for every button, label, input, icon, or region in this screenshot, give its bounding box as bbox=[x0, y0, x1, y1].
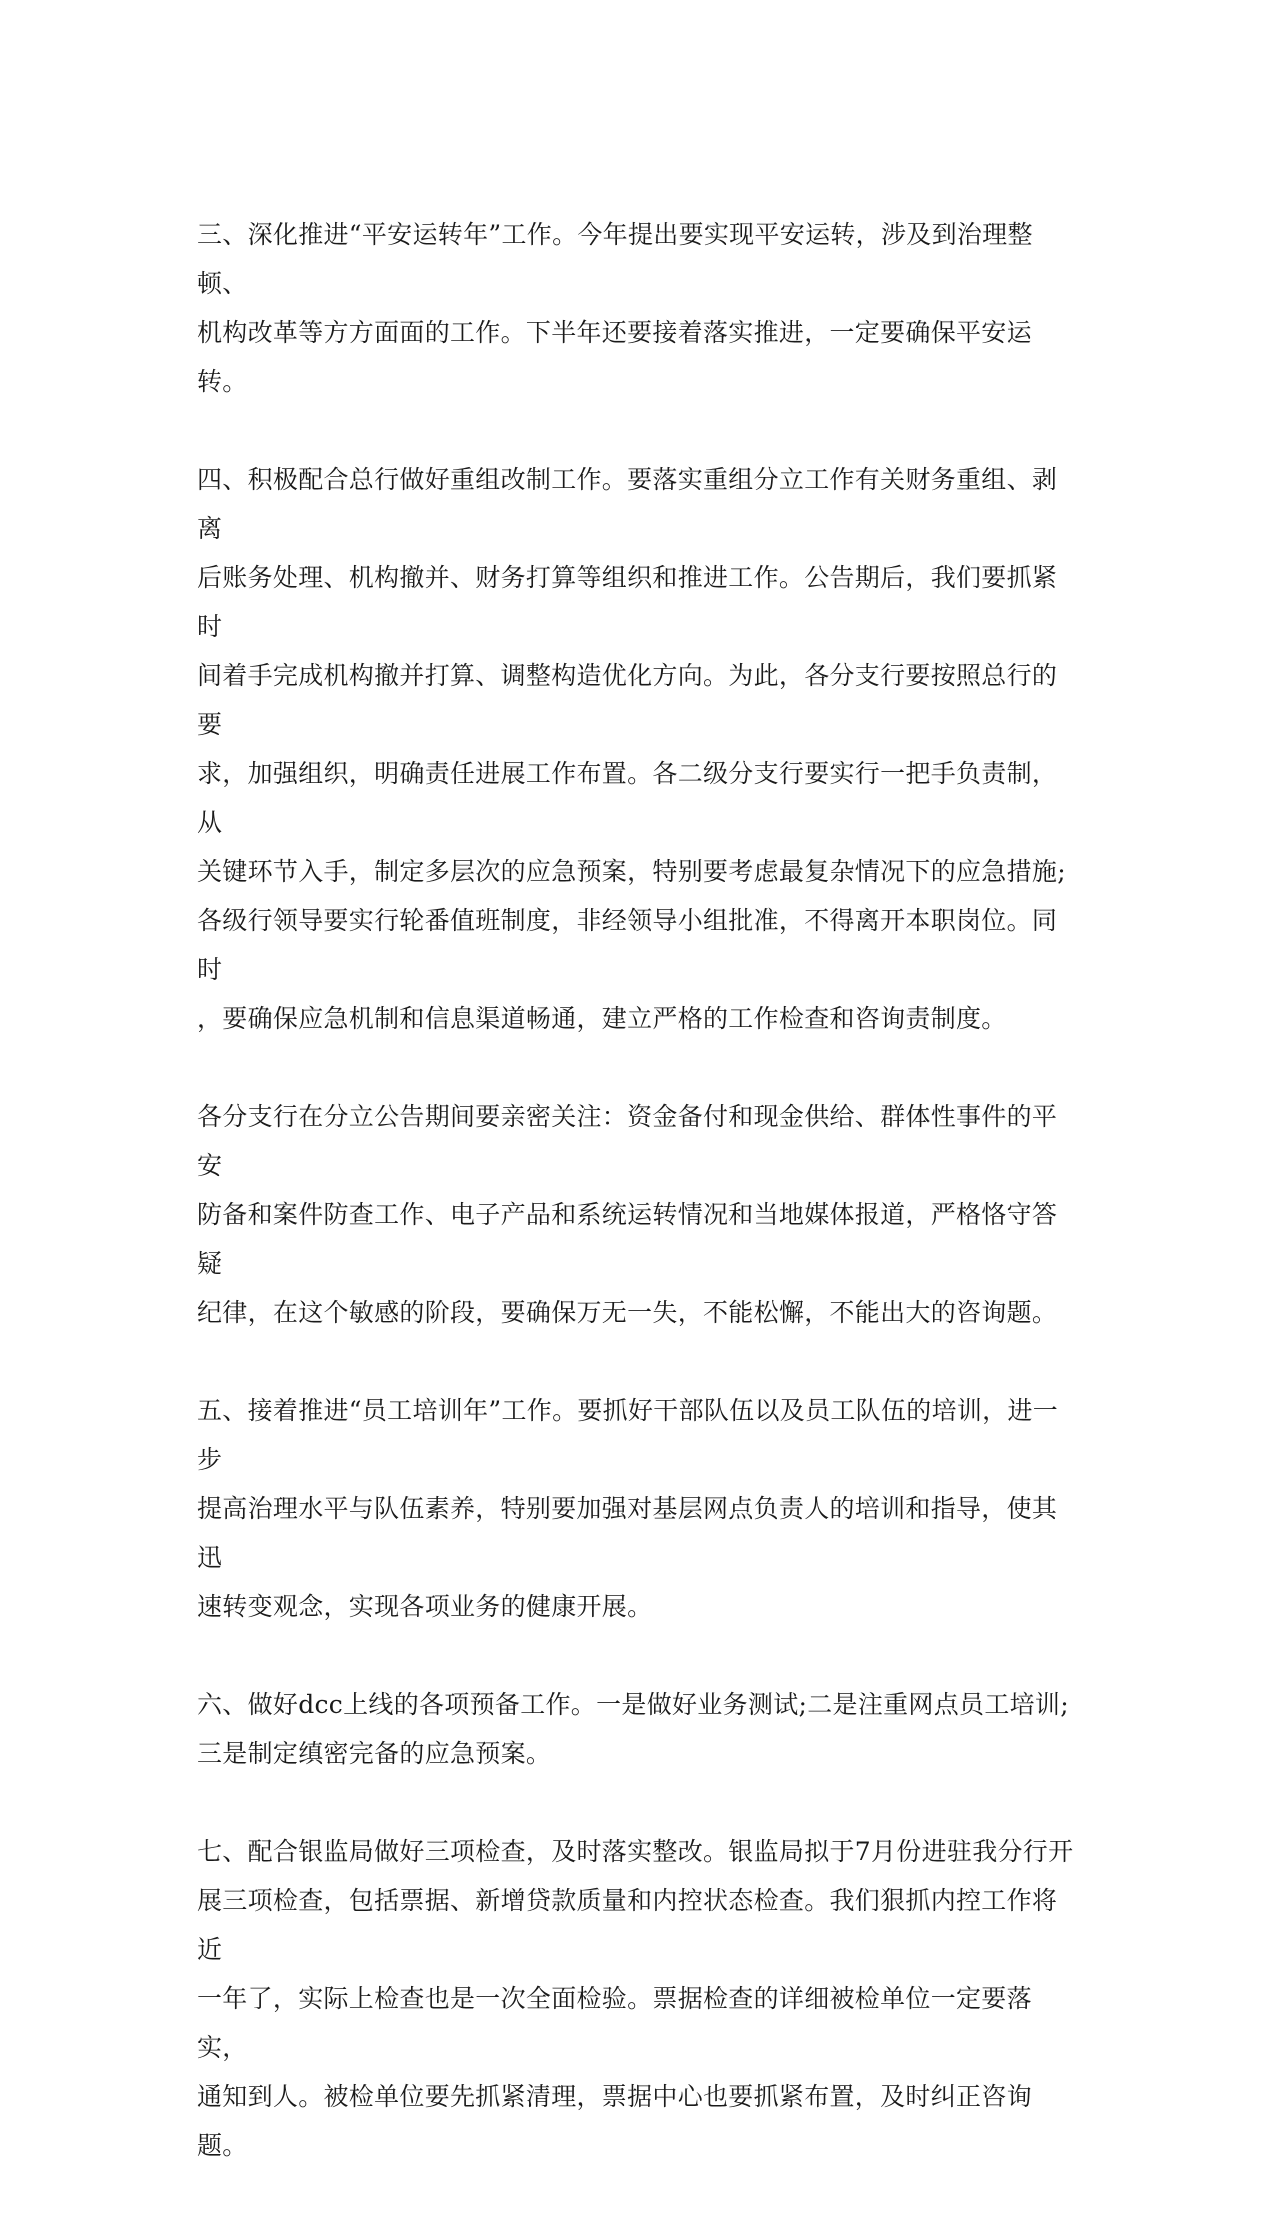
paragraph-branch-attention: 各分支行在分立公告期间要亲密关注：资金备付和现金供给、群体性事件的平安 防备和案件防查工作、电子产品和系统运转情况和当地媒体报道，严格恪守答疑 纪律，在这个敏感的阶段，要确保万无一失，不能松懈，不能出大的咨询题。 bbox=[197, 1102, 1058, 1327]
paragraph-section-5: 五、接着推进“员工培训年”工作。要抓好干部队伍以及员工队伍的培训，进一步 提高治理水平与队伍素养，特别要加强对基层网点负责人的培训和指导，使其迅 速转变观念，实现各项业务的健康开展。 bbox=[197, 1396, 1059, 1621]
paragraph-section-3: 三、深化推进“平安运转年”工作。今年提出要实现平安运转，涉及到治理整顿、 机构改革等方方面面的工作。下半年还要接着落实推进，一定要确保平安运转。 bbox=[197, 220, 1033, 396]
paragraph-section-4: 四、积极配合总行做好重组改制工作。要落实重组分立工作有关财务重组、剥离 后账务处理、机构撤并、财务打算等组织和推进工作。公告期后，我们要抓紧时 间着手完成机构撤并打算、调整构造优化方向。为此，各分支行要按照总行的要 求，加强组织，明确责任进展工作布置。各二级分支行要实行一把手负责制，从 关键环节入手，制定多层次的应急预案，特别要考虑最复杂情况下的应急措施; 各级行领导要实行轮番值班制度，非经领导小组批准，不得离开本职岗位。同时 ，要确保应急机制和信息渠道畅通，建立严格的工作检查和咨询责制度。 bbox=[197, 465, 1066, 1033]
paragraph-section-6: 六、做好dcc上线的各项预备工作。一是做好业务测试;二是注重网点员工培训; 三是制定缜密完备的应急预案。 bbox=[197, 1690, 1069, 1768]
document-body bbox=[197, 210, 1077, 2218]
paragraph-section-7: 七、配合银监局做好三项检查，及时落实整改。银监局拟于7月份进驻我分行开 展三项检查，包括票据、新增贷款质量和内控状态检查。我们狠抓内控工作将近 一年了，实际上检查也是一次全面检验。票据检查的详细被检单位一定要落实， 通知到人。被检单位要先抓紧清理，票据中心也要抓紧布置，及时纠正咨询题。 bbox=[197, 1837, 1074, 2160]
